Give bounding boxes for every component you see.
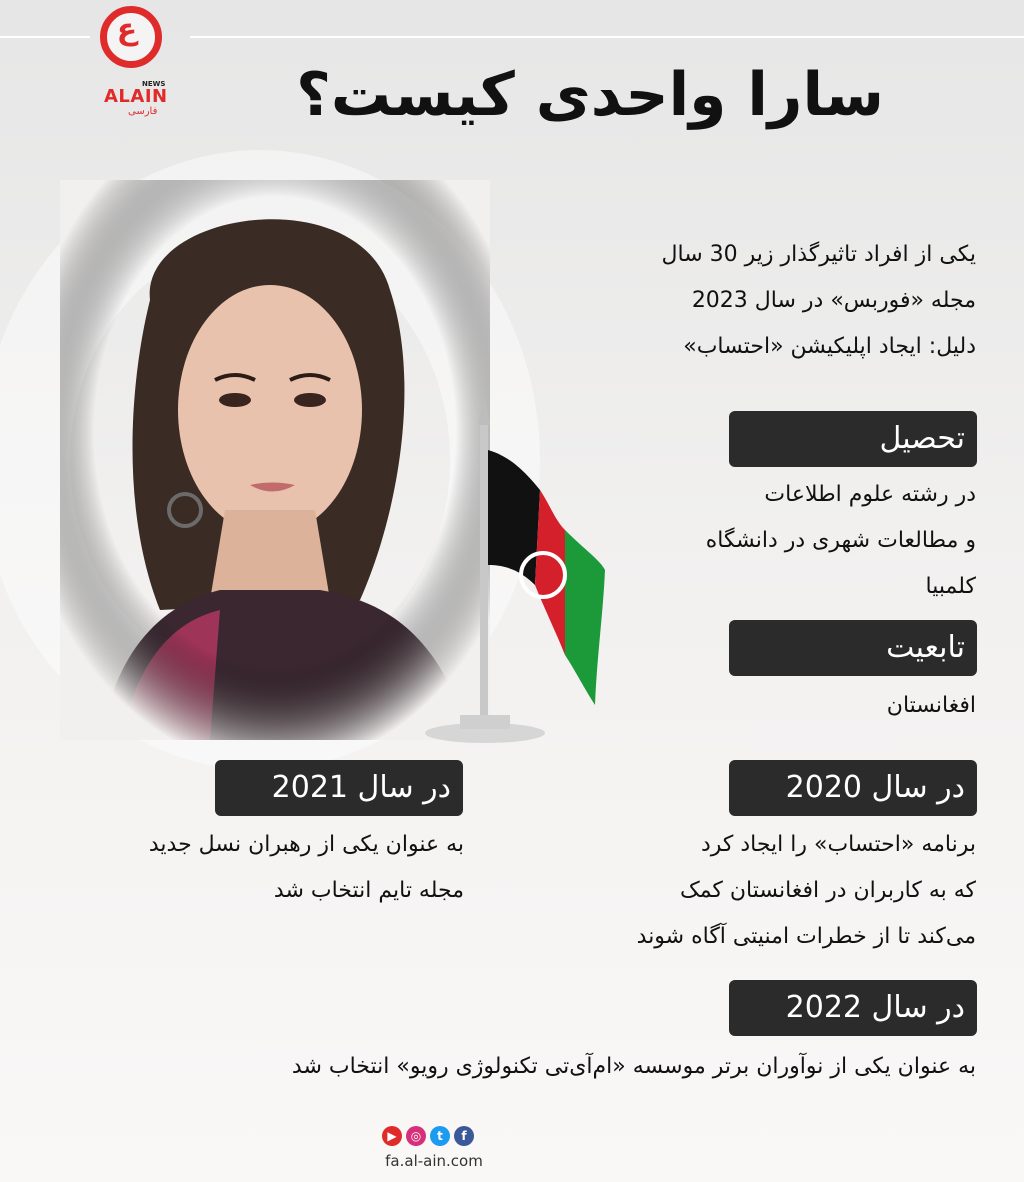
social-icons [382, 1126, 474, 1146]
year-2020-line: که به کاربران در افغانستان کمک [680, 878, 976, 903]
flag-stripe-black [488, 450, 540, 585]
education-line: کلمبیا [925, 574, 976, 599]
twitter-icon[interactable]: t [430, 1126, 450, 1146]
logo-glyph: ع [116, 12, 138, 47]
intro-line: یکی از افراد تاثیرگذار زیر 30 سال [661, 242, 976, 267]
alain-logo[interactable] [96, 6, 180, 116]
education-text [536, 472, 976, 610]
flag-pole [480, 425, 488, 725]
intro-text [536, 232, 976, 370]
year-2020-line: برنامه «احتساب» را ایجاد کرد [700, 832, 976, 857]
site-url[interactable]: fa.al-ain.com [385, 1152, 483, 1170]
education-line: و مطالعات شهری در دانشگاه [705, 528, 976, 553]
year-2021-text [44, 822, 464, 914]
year-2022-text: به عنوان یکی از نوآوران برتر موسسه «ام‌آی‌تی تکنولوژی رویو» انتخاب شد [291, 1054, 976, 1079]
logo-language-text: فارسی [128, 106, 158, 117]
year-2021-line: به عنوان یکی از رهبران نسل جدید [148, 832, 464, 857]
header-line-right [190, 36, 1024, 38]
instagram-icon[interactable]: ◎ [406, 1126, 426, 1146]
header-line-left [0, 36, 90, 38]
logo-news-text: NEWS [142, 80, 166, 88]
youtube-icon[interactable]: ▶ [382, 1126, 402, 1146]
year-2020-text [506, 822, 976, 960]
nationality-label: تابعیت [729, 620, 977, 676]
year-2021-line: مجله تایم انتخاب شد [273, 878, 464, 903]
education-line: در رشته علوم اطلاعات [764, 482, 976, 507]
facebook-icon[interactable]: f [454, 1126, 474, 1146]
nationality-value: افغانستان [886, 693, 976, 718]
year-2021-label: در سال 2021 [215, 760, 463, 816]
logo-alain-text: ALAIN [104, 86, 168, 107]
intro-line: مجله «فوربس» در سال 2023 [691, 288, 976, 313]
flag-finial [478, 395, 490, 425]
year-2020-label: در سال 2020 [729, 760, 977, 816]
page-title: سارا واحدی کیست؟ [296, 60, 884, 130]
education-label: تحصیل [729, 411, 977, 467]
year-2020-line: می‌کند تا از خطرات امنیتی آگاه شوند [636, 924, 976, 949]
intro-line: دلیل: ایجاد اپلیکیشن «احتساب» [683, 334, 976, 359]
year-2022-label: در سال 2022 [729, 980, 977, 1036]
